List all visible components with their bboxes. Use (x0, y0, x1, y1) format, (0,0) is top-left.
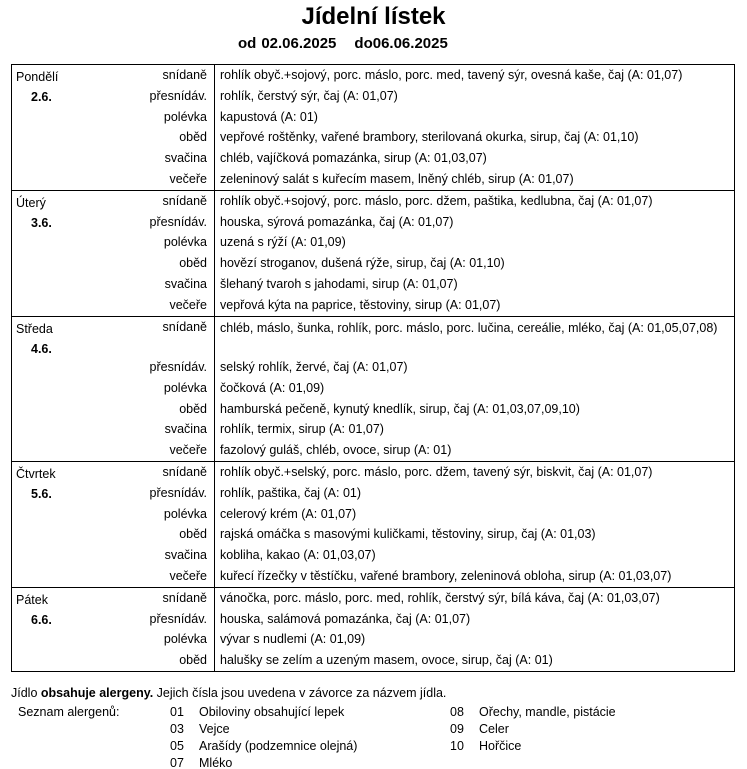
allergen-name: Hořčice (479, 739, 522, 753)
meal-descriptions (214, 317, 734, 461)
allergen-item (450, 704, 616, 721)
meal-description: kobliha, kakao (A: 01,03,07) (220, 548, 376, 563)
allergen-list-column-1 (170, 704, 357, 769)
meal-label: polévka (163, 235, 207, 250)
meal-description: fazolový guláš, chléb, ovoce, sirup (A: 01) (220, 443, 452, 458)
day-name: Středa (16, 321, 53, 336)
meal-description: vepřová kýta na paprice, těstoviny, sirup (A: 01,07) (220, 297, 501, 312)
meal-description: houska, salámová pomazánka, čaj (A: 01,07) (220, 611, 471, 626)
meal-label: snídaně (162, 68, 207, 82)
allergen-number: 08 (450, 705, 464, 719)
allergen-name: Vejce (199, 722, 230, 736)
meal-label: polévka (163, 380, 207, 395)
meal-label: snídaně (162, 465, 207, 480)
meal-label: přesnídáv. (149, 485, 207, 500)
meal-label: večeře (169, 569, 207, 584)
allergen-item (170, 755, 357, 769)
day-name: Pátek (16, 592, 48, 607)
meal-label: svačina (164, 422, 207, 437)
meal-label: oběd (179, 653, 207, 668)
meal-description: houska, sýrová pomazánka, čaj (A: 01,07) (220, 214, 454, 229)
meal-labels (113, 588, 214, 671)
meal-label: svačina (164, 276, 207, 291)
meal-description: hovězí stroganov, dušená rýže, sirup, čaj (A: 01,10) (220, 256, 505, 271)
meal-description: vánočka, porc. máslo, porc. med, rohlík, čerstvý sýr, bílá káva, čaj (A: 01,03,07) (220, 590, 660, 605)
meal-labels (113, 317, 214, 461)
meal-description: uzená s rýží (A: 01,09) (220, 235, 346, 250)
day-date: 4.6. (31, 341, 52, 356)
day-block (12, 316, 734, 461)
meal-label: přesnídáv. (149, 88, 207, 103)
meal-label: přesnídáv. (149, 360, 207, 375)
meal-label: večeře (169, 171, 207, 186)
meal-description: rohlík, paštika, čaj (A: 01) (220, 485, 362, 500)
day-cell (12, 191, 113, 316)
meal-descriptions (214, 191, 734, 316)
day-date: 3.6. (31, 215, 52, 230)
meal-label: večeře (169, 297, 207, 312)
meal-label: svačina (164, 548, 207, 563)
allergen-number: 07 (170, 756, 184, 769)
meal-labels (113, 462, 214, 587)
meal-descriptions (214, 462, 734, 587)
meal-description: kapustová (A: 01) (220, 109, 318, 124)
meal-descriptions (214, 65, 734, 190)
meal-description: šlehaný tvaroh s jahodami, sirup (A: 01,07) (220, 276, 458, 291)
meal-label: oběd (179, 256, 207, 271)
allergen-name: Mléko (199, 756, 233, 769)
meal-description: celerový krém (A: 01,07) (220, 506, 357, 521)
meal-description: čočková (A: 01,09) (220, 380, 325, 395)
meal-label: svačina (164, 151, 207, 166)
meal-label: oběd (179, 130, 207, 145)
allergen-note-suffix: Jejich čísla jsou uvedena v závorce za názvem jídla. (153, 686, 447, 700)
meal-description: vepřové roštěnky, vařené brambory, sterilovaná okurka, sirup, čaj (A: 01,10) (220, 130, 639, 145)
meal-description: kuřecí řízečky v těstíčku, vařené brambory, zeleninová obloha, sirup (A: 01,03,07) (220, 569, 672, 584)
meal-description: rajská omáčka s masovými kuličkami, těstoviny, sirup, čaj (A: 01,03) (220, 527, 596, 542)
allergen-name: Ořechy, mandle, pistácie (479, 705, 616, 719)
day-date: 5.6. (31, 487, 52, 502)
period-to-label: do (354, 35, 373, 52)
meal-description: halušky se zelím a uzeným masem, ovoce, sirup, čaj (A: 01) (220, 653, 553, 668)
allergen-item (450, 721, 616, 738)
meal-description: rohlík obyč.+selský, porc. máslo, porc. džem, tavený sýr, biskvit, čaj (A: 01,07) (220, 465, 653, 480)
allergen-number: 05 (170, 739, 184, 753)
period-from-label: od (238, 35, 257, 52)
menu-table (11, 64, 735, 672)
allergen-list-column-2 (450, 704, 616, 755)
meal-description: vývar s nudlemi (A: 01,09) (220, 632, 366, 647)
meal-description: rohlík, termix, sirup (A: 01,07) (220, 422, 384, 437)
meal-label: polévka (163, 632, 207, 647)
day-cell (12, 462, 113, 587)
meal-description: rohlík obyč.+sojový, porc. máslo, porc. med, tavený sýr, ovesná kaše, čaj (A: 01,07) (220, 68, 683, 82)
day-cell (12, 588, 113, 671)
period-from-date: 02.06.2025 (261, 35, 337, 52)
meal-label: oběd (179, 401, 207, 416)
day-block (12, 587, 734, 671)
meal-label: snídaně (162, 319, 207, 334)
meal-description: hamburská pečeně, kynutý knedlík, sirup, čaj (A: 01,03,07,09,10) (220, 401, 580, 416)
allergen-item (170, 704, 357, 721)
allergen-number: 03 (170, 722, 184, 736)
day-block (12, 461, 734, 587)
meal-label: oběd (179, 527, 207, 542)
day-name: Pondělí (16, 70, 59, 84)
allergen-list-label: Seznam alergenů: (18, 705, 120, 719)
allergen-name: Arašídy (podzemnice olejná) (199, 739, 358, 753)
meal-description: rohlík obyč.+sojový, porc. máslo, porc. džem, paštika, kedlubna, čaj (A: 01,07) (220, 193, 653, 208)
meal-label: polévka (163, 506, 207, 521)
day-cell (12, 65, 113, 190)
meal-description: chléb, vajíčková pomazánka, sirup (A: 01,03,07) (220, 151, 487, 166)
meal-label: večeře (169, 443, 207, 458)
day-date: 6.6. (31, 612, 52, 627)
day-block (12, 190, 734, 316)
allergen-item (170, 721, 357, 738)
day-cell (12, 317, 113, 461)
meal-labels (113, 191, 214, 316)
meal-label: přesnídáv. (149, 611, 207, 626)
day-block (12, 65, 734, 190)
meal-label: přesnídáv. (149, 214, 207, 229)
allergen-note-prefix: Jídlo (11, 686, 41, 700)
day-name: Čtvrtek (16, 467, 56, 482)
allergen-item (170, 738, 357, 755)
meal-description: chléb, máslo, šunka, rohlík, porc. máslo, porc. lučina, cereálie, mléko, čaj (A: 01,05,07,08) (220, 320, 718, 335)
allergen-note-bold: obsahuje alergeny. (40, 686, 154, 700)
allergen-number: 10 (450, 739, 464, 753)
page-title: Jídelní lístek (301, 3, 446, 30)
meal-label: snídaně (162, 590, 207, 605)
menu-period (238, 35, 448, 53)
meal-label: polévka (163, 109, 207, 124)
allergen-note (11, 684, 446, 702)
meal-description: selský rohlík, žervé, čaj (A: 01,07) (220, 360, 408, 375)
meal-labels (113, 65, 214, 190)
meal-descriptions (214, 588, 734, 671)
allergen-item (450, 738, 616, 755)
allergen-name: Celer (479, 722, 509, 736)
day-name: Úterý (16, 195, 46, 210)
day-date: 2.6. (31, 90, 52, 104)
period-to-date: 06.06.2025 (372, 35, 448, 52)
meal-description: rohlík, čerstvý sýr, čaj (A: 01,07) (220, 88, 398, 103)
allergen-number: 01 (170, 705, 184, 719)
allergen-name: Obiloviny obsahující lepek (199, 705, 345, 719)
meal-description: zeleninový salát s kuřecím masem, lněný chléb, sirup (A: 01,07) (220, 171, 574, 186)
meal-label: snídaně (162, 193, 207, 208)
allergen-number: 09 (450, 722, 464, 736)
